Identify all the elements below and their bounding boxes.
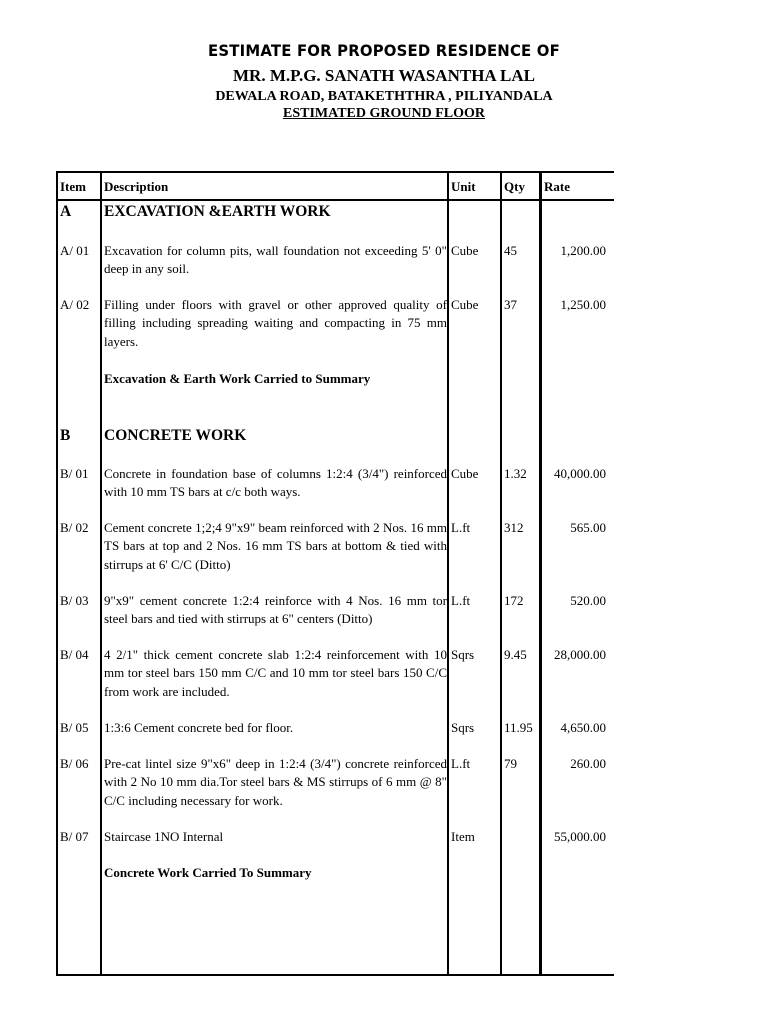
item-column-divider [100, 171, 102, 976]
item-unit: Sqrs [451, 647, 475, 662]
item-unit: L.ft [451, 756, 471, 771]
item-description: Cement concrete 1;2;4 9"x9" beam reinforced with 2 Nos. 16 mm TS bars at top and 2 Nos. 16 mm TS bars at bottom & tied with stirrups at 6' C/C (Ditto) [104, 520, 447, 572]
item-qty: 79 [504, 756, 517, 771]
item-qty: 172 [504, 593, 524, 608]
column-header-rate: Rate [544, 179, 570, 194]
item-unit: Item [451, 829, 475, 844]
site-address: DEWALA ROAD, BATAKETHTHRA , PILIYANDALA [215, 89, 553, 104]
item-description: Staircase 1NO Internal [104, 829, 224, 844]
section-summary: Concrete Work Carried To Summary [104, 865, 312, 880]
table-bottom-border [56, 974, 614, 976]
item-unit: L.ft [451, 520, 471, 535]
header-bottom-border [56, 199, 614, 201]
item-description: Pre-cat lintel size 9"x6" deep in 1:2:4 (3/4") concrete reinforced with 2 No 10 mm dia.Tor steel bars & MS stirrups of 6 mm @ 8" C/C including necessary for work. [104, 756, 447, 808]
table-left-border [56, 171, 58, 976]
item-rate: 520.00 [570, 593, 606, 608]
item-qty: 11.95 [504, 720, 533, 735]
document-title: ESTIMATE FOR PROPOSED RESIDENCE OF [208, 41, 560, 60]
section-title: CONCRETE WORK [104, 427, 247, 444]
item-unit: Cube [451, 243, 479, 258]
item-qty: 1.32 [504, 466, 527, 481]
item-qty: 312 [504, 520, 524, 535]
qty-column-divider [539, 171, 542, 976]
item-rate: 55,000.00 [554, 829, 606, 844]
item-code: B/ 05 [60, 720, 89, 735]
item-qty: 9.45 [504, 647, 527, 662]
item-rate: 565.00 [570, 520, 606, 535]
description-column-divider [447, 171, 449, 976]
item-qty: 45 [504, 243, 517, 258]
item-description: 4 2/1" thick cement concrete slab 1:2:4 reinforcement with 10 mm tor steel bars 150 mm C/C and 10 mm tor steel bars 150 C/C from work are included. [104, 647, 447, 699]
item-rate: 1,250.00 [560, 297, 606, 312]
item-rate: 1,200.00 [560, 243, 606, 258]
section-summary: Excavation & Earth Work Carried to Summary [104, 371, 371, 386]
item-rate: 4,650.00 [560, 720, 606, 735]
item-description: 9"x9" cement concrete 1:2:4 reinforce with 4 Nos. 16 mm tor steel bars and tied with stirrups at 6" centers (Ditto) [104, 593, 447, 627]
item-description: 1:3:6 Cement concrete bed for floor. [104, 720, 294, 735]
section-code: A [60, 203, 72, 220]
document-subtitle: ESTIMATED GROUND FLOOR [283, 106, 485, 121]
column-header-unit: Unit [451, 179, 476, 194]
unit-column-divider [500, 171, 502, 976]
column-header-qty: Qty [504, 179, 525, 194]
item-code: B/ 04 [60, 647, 89, 662]
column-header-description: Description [104, 179, 169, 194]
item-code: B/ 06 [60, 756, 89, 771]
item-code: B/ 02 [60, 520, 89, 535]
item-rate: 28,000.00 [554, 647, 606, 662]
item-rate: 40,000.00 [554, 466, 606, 481]
item-description: Concrete in foundation base of columns 1:2:4 (3/4") reinforced with 10 mm TS bars at c/c both ways. [104, 466, 447, 500]
item-qty: 37 [504, 297, 517, 312]
column-header-item: Item [60, 179, 86, 194]
section-code: B [60, 427, 71, 444]
item-unit: L.ft [451, 593, 471, 608]
section-title: EXCAVATION &EARTH WORK [104, 203, 331, 220]
item-code: B/ 07 [60, 829, 89, 844]
item-unit: Cube [451, 466, 479, 481]
item-code: A/ 02 [60, 297, 90, 312]
item-unit: Cube [451, 297, 479, 312]
item-code: B/ 03 [60, 593, 89, 608]
table-top-border [56, 171, 614, 173]
item-code: A/ 01 [60, 243, 90, 258]
item-rate: 260.00 [570, 756, 606, 771]
item-code: B/ 01 [60, 466, 89, 481]
item-description: Filling under floors with gravel or other approved quality of filling including spreading waiting and compacting in 75 mm layers. [104, 297, 447, 349]
item-unit: Sqrs [451, 720, 475, 735]
item-description: Excavation for column pits, wall foundation not exceeding 5' 0" deep in any soil. [104, 243, 447, 277]
owner-name: MR. M.P.G. SANATH WASANTHA LAL [233, 66, 535, 85]
